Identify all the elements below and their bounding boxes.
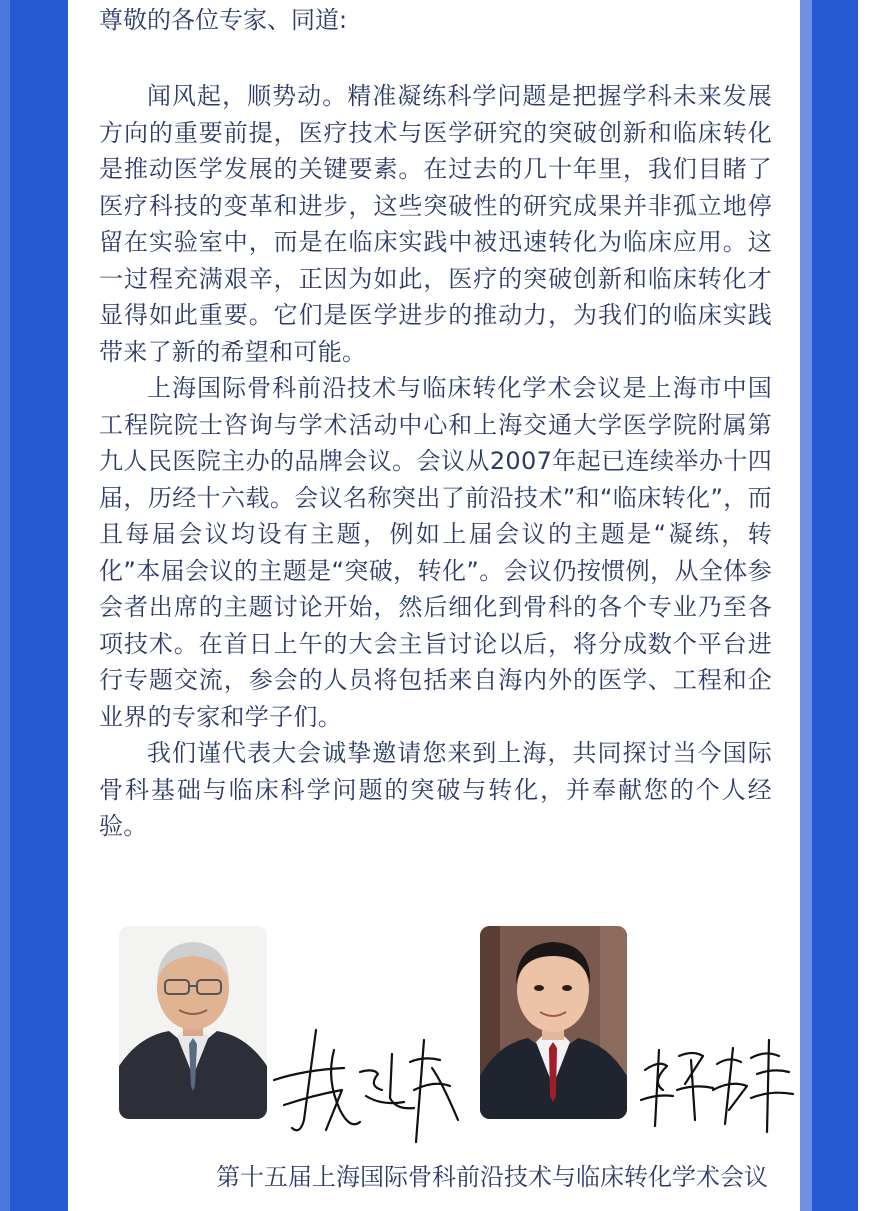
paragraph-conference: 上海国际骨科前沿技术与临床转化学术会议是上海市中国工程院院士咨询与学术活动中心和上海交通大学医学院附属第九人民医院主办的品牌会议。会议从2007年起已连续举办十四届，历经十六载。会议名称突出了前沿技术”和“临床转化”，而且每届会议均设有主题，例如上届会议的主题是“凝练，转化”本届会议的主题是“突破，转化”。会议仍按惯例，从全体参会者出席的主题讨论开始，然后细化到骨科的各个专业乃至各项技术。在首日上午的大会主旨讨论以后，将分成数个平台进行专题交流，参会的人员将包括来自海内外的医学、工程和企业界的专家和学子们。 — [99, 374, 772, 731]
paragraph-invitation: 我们谨代表大会诚挚邀请您来到上海，共同探讨当今国际骨科基础与临床科学问题的突破与转化，并奉献您的个人经验。 — [99, 739, 772, 840]
signature-1 — [264, 1010, 464, 1150]
letter-closing-conference-name: 第十五届上海国际骨科前沿技术与临床转化学术会议 — [216, 1163, 768, 1191]
right-frame-edge — [858, 0, 871, 1211]
letter-body — [99, 78, 772, 845]
chairman-portrait-1 — [119, 926, 267, 1119]
left-frame-edge — [0, 0, 10, 1211]
letter-card — [68, 0, 800, 1211]
signature-2 — [633, 1020, 798, 1140]
chairman-portrait-2 — [480, 926, 627, 1119]
letter-greeting: 尊敬的各位专家、同道: — [99, 6, 348, 34]
paragraph-intro: 闻风起，顺势动。精准凝练科学问题是把握学科未来发展方向的重要前提，医疗技术与医学研究的突破创新和临床转化是推动医学发展的关键要素。在过去的几十年里，我们目睹了医疗科技的变革和进步，这些突破性的研究成果并非孤立地停留在实验室中，而是在临床实践中被迅速转化为临床应用。这一过程充满艰辛，正因为如此，医疗的突破创新和临床转化才显得如此重要。它们是医学进步的推动力，为我们的临床实践带来了新的希望和可能。 — [99, 82, 772, 366]
right-frame-stripe — [800, 0, 812, 1211]
left-frame-border — [0, 0, 68, 1211]
